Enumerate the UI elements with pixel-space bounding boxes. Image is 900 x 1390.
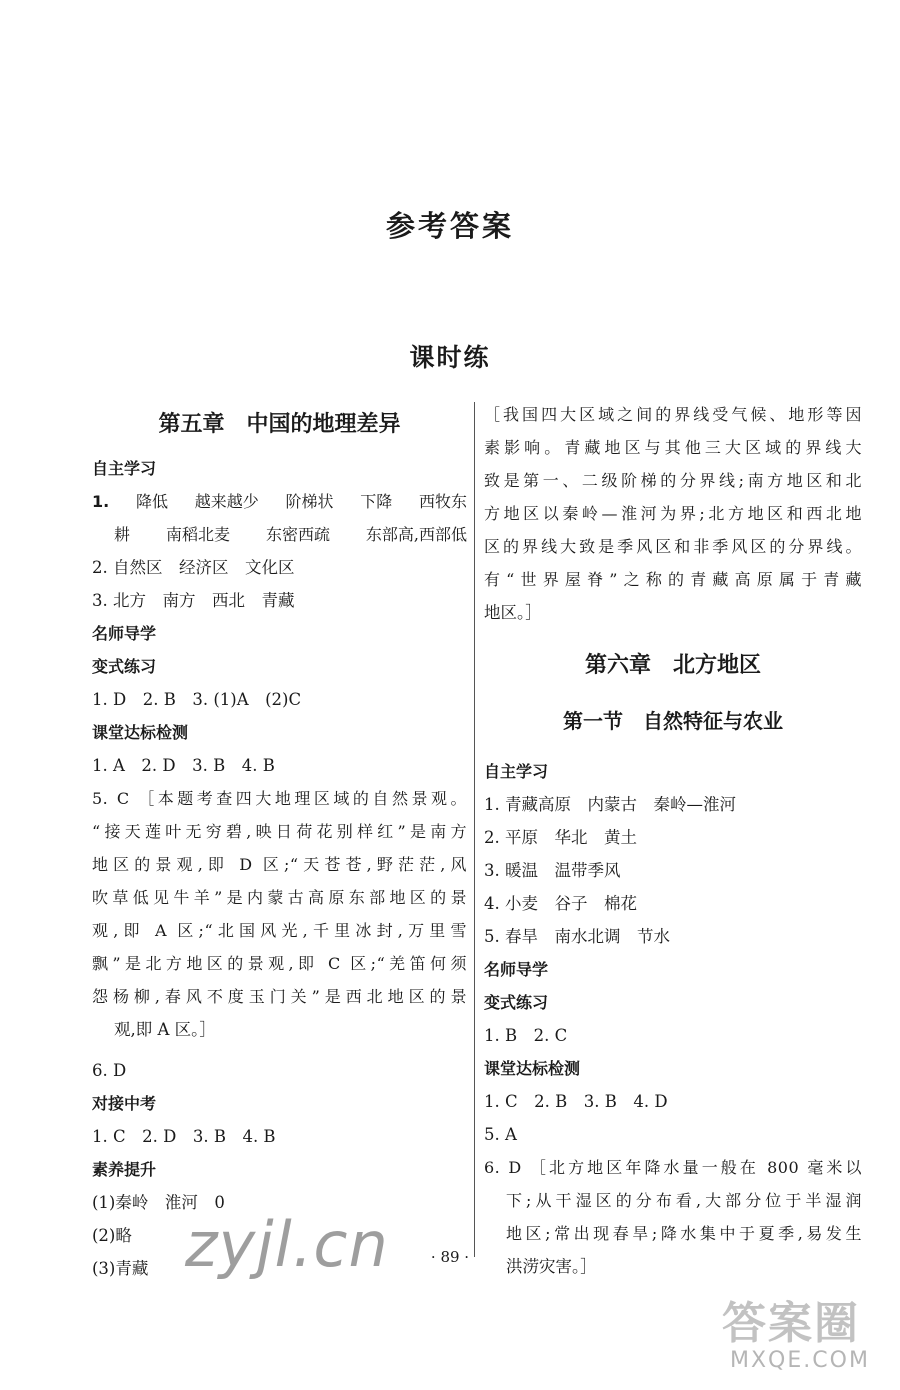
answer-line: (3)青藏	[92, 1259, 149, 1278]
explanation-line	[484, 497, 862, 530]
explanation-line	[92, 980, 467, 1013]
explanation-line	[92, 782, 467, 815]
answer-line: 1. C 2. D 3. B 4. B	[92, 1127, 276, 1146]
explanation-line: 观,即 A 区。］	[114, 1020, 216, 1039]
explanation-line	[92, 881, 467, 914]
watermark-mxqe-bottom: MXQE.COM	[730, 1348, 870, 1373]
chapter-6-title: 第六章 北方地区	[584, 653, 761, 678]
explanation-text: 怨杨柳,春风不度玉门关”是西北地区的景	[92, 987, 467, 1006]
section-title: 课时练	[409, 343, 491, 372]
explanation-text: 区的界线大致是季风区和非季风区的分界线。	[484, 537, 862, 556]
explanation-line	[484, 1151, 862, 1184]
answer-line: 1. A 2. D 3. B 4. B	[92, 756, 275, 775]
watermark-mxqe	[722, 1300, 892, 1380]
answer-line: 5. 春旱 南水北调 节水	[484, 927, 670, 946]
explanation-text: 有“世界屋脊”之称的青藏高原属于青藏	[484, 570, 862, 589]
answer-text: 降低	[135, 492, 168, 511]
heading-classroom-check: 课堂达标检测	[484, 1059, 581, 1078]
watermark-mxqe-top: 答案圈	[722, 1298, 860, 1349]
answer-line: 1. C 2. B 3. B 4. D	[484, 1092, 668, 1111]
answer-text: 东密西疏	[265, 525, 330, 544]
answer-line: (1)秦岭 淮河 0	[92, 1193, 225, 1212]
explanation-text: ［我国四大区域之间的界线受气候、地形等因	[484, 405, 862, 424]
explanation-text: 地区;常出现春旱;降水集中于夏季,易发生	[506, 1224, 862, 1243]
explanation-line	[484, 1184, 862, 1217]
explanation-text: 地区的景观,即 D 区;“天苍苍,野茫茫,风	[92, 855, 467, 874]
heading-variant-practice: 变式练习	[484, 993, 549, 1012]
answer-line	[92, 485, 467, 518]
explanation-text: 吹草低见牛羊”是内蒙古高原东部地区的景	[92, 888, 467, 907]
explanation-line	[484, 1217, 862, 1250]
column-divider	[474, 402, 475, 1257]
answer-line	[92, 518, 467, 551]
heading-self-study: 自主学习	[92, 459, 157, 478]
answer-line: 2. 自然区 经济区 文化区	[92, 558, 295, 577]
heading-variant-practice: 变式练习	[92, 657, 157, 676]
chapter-5-title: 第五章 中国的地理差异	[158, 412, 401, 437]
answer-line: 1. D 2. B 3. (1)A (2)C	[92, 690, 302, 709]
explanation-text: 方地区以秦岭—淮河为界;北方地区和西北地	[484, 504, 862, 523]
answer-text: 下降	[360, 492, 393, 511]
page-number: · 89 ·	[430, 1248, 470, 1266]
answer-line: (2)略	[92, 1226, 132, 1245]
answer-line: 1. 青藏高原 内蒙古 秦岭—淮河	[484, 795, 736, 814]
explanation-text: 观,即 A 区;“北国风光,千里冰封,万里雪	[92, 921, 467, 940]
page-title: 参考答案	[385, 209, 514, 243]
explanation-text: 5. C ［本题考查四大地理区域的自然景观。	[92, 789, 467, 808]
answer-line: 4. 小麦 谷子 棉花	[484, 894, 637, 913]
answer-text: 西牧东	[418, 492, 467, 511]
answer-text: 南稻北麦	[165, 525, 230, 544]
answer-text: 越来越少	[194, 492, 259, 511]
explanation-text: 飘”是北方地区的景观,即 C 区;“羌笛何须	[92, 954, 467, 973]
answer-line: 6. D	[92, 1061, 127, 1080]
explanation-text: “接天莲叶无穷碧,映日荷花别样红”是南方	[92, 822, 467, 841]
section-1-title: 第一节 自然特征与农业	[563, 709, 783, 733]
answer-line: 5. A	[484, 1125, 517, 1144]
explanation-text: 致是第一、二级阶梯的分界线;南方地区和北	[484, 471, 862, 490]
explanation-line	[484, 431, 862, 464]
heading-teacher-guide: 名师导学	[92, 624, 157, 643]
heading-teacher-guide: 名师导学	[484, 960, 549, 979]
answer-text: 东部高,西部低	[365, 525, 467, 544]
explanation-line	[484, 464, 862, 497]
answer-line: 3. 北方 南方 西北 青藏	[92, 591, 295, 610]
explanation-line: 地区。］	[484, 603, 542, 622]
explanation-line	[92, 914, 467, 947]
explanation-line	[484, 563, 862, 596]
explanation-text: 下;从干湿区的分布看,大部分位于半湿润	[506, 1191, 862, 1210]
answer-text: 阶梯状	[285, 492, 334, 511]
answer-text: 耕	[114, 525, 131, 544]
answer-line: 3. 暖温 温带季风	[484, 861, 621, 880]
explanation-line	[92, 947, 467, 980]
answer-line: 2. 平原 华北 黄土	[484, 828, 637, 847]
explanation-line	[92, 815, 467, 848]
answer-line: 1. B 2. C	[484, 1026, 568, 1045]
heading-classroom-check: 课堂达标检测	[92, 723, 189, 742]
right-column	[484, 398, 862, 1283]
heading-literacy-improve: 素养提升	[92, 1160, 157, 1179]
watermark-zyjl: zyjl.cn	[185, 1208, 389, 1281]
heading-exam-link: 对接中考	[92, 1094, 157, 1113]
explanation-text: 素影响。青藏地区与其他三大区域的界线大	[484, 438, 862, 457]
explanation-line	[92, 848, 467, 881]
explanation-line: 洪涝灾害。］	[506, 1257, 597, 1276]
heading-self-study: 自主学习	[484, 762, 549, 781]
explanation-line	[484, 530, 862, 563]
left-column	[92, 398, 467, 1285]
explanation-line	[484, 398, 862, 431]
answer-number: 1.	[92, 492, 110, 511]
explanation-text: 6. D ［北方地区年降水量一般在 800 毫米以	[484, 1158, 862, 1177]
